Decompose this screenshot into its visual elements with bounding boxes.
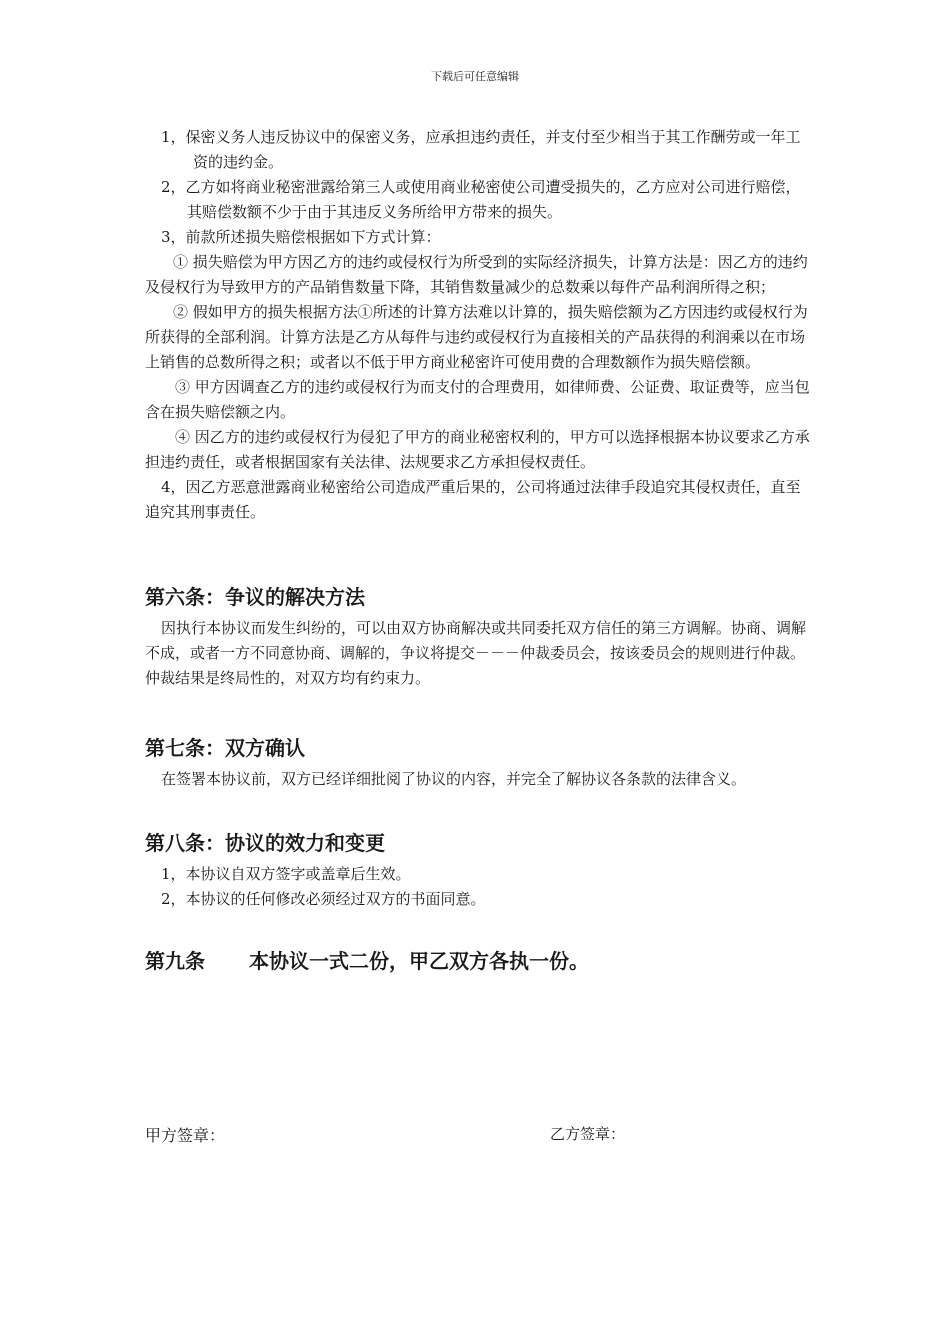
clause-item-1: 1，保密义务人违反协议中的保密义务，应承担违约责任，并支付至少相当于其工作酬劳或一年工资的违约金。 [161,128,801,171]
document-body [145,125,810,976]
section-8-item-2: 2，本协议的任何修改必须经过双方的书面同意。 [161,890,486,908]
signature-row [145,1123,810,1148]
clause-sub-item-3: ③ 甲方因调查乙方的违约或侵权行为而支付的合理费用，如律师费、公证费、取证费等，应当包含在损失赔偿额之内。 [145,378,810,421]
section-6-body: 因执行本协议而发生纠纷的，可以由双方协商解决或共同委托双方信任的第三方调解。协商、调解不成，或者一方不同意协商、调解的，争议将提交－－－仲裁委员会，按该委员会的规则进行仲裁。仲裁结果是终局性的，对双方均有约束力。 [145,619,807,687]
clause-item-2: 2，乙方如将商业秘密泄露给第三人或使用商业秘密使公司遭受损失的，乙方应对公司进行赔偿，其赔偿数额不少于由于其违反义务所给甲方带来的损失。 [161,178,801,221]
section-9-text: 本协议一式二份，甲乙双方各执一份。 [249,949,589,973]
section-9-label: 第九条 [145,949,205,973]
clause-sub-item-4: ④ 因乙方的违约或侵权行为侵犯了甲方的商业秘密权利的，甲方可以选择根据本协议要求乙方承担违约责任，或者根据国家有关法律、法规要求乙方承担侵权责任。 [145,428,810,471]
clause-item-3: 3，前款所述损失赔偿根据如下方式计算： [161,228,441,246]
party-a-signature-label: 甲方签章： [145,1126,226,1145]
clause-item-4: 4，因乙方恶意泄露商业秘密给公司造成严重后果的，公司将通过法律手段追究其侵权责任，直至追究其刑事责任。 [145,478,801,521]
section-8-item-1: 1，本协议自双方签字或盖章后生效。 [161,865,411,883]
section-6-title: 第六条：争议的解决方法 [145,585,365,609]
section-7-title: 第七条：双方确认 [145,736,305,760]
section-9-title [145,946,810,976]
party-b-signature-label: 乙方签章： [550,1125,626,1143]
section-8-title: 第八条：协议的效力和变更 [145,831,385,855]
clause-sub-item-2: ② 假如甲方的损失根据方法①所述的计算方法难以计算的，损失赔偿额为乙方因违约或侵权行为所获得的全部利润。计算方法是乙方从每件与违约或侵权行为直接相关的产品获得的利润乘以在市场上销售的总数所得之积；或者以不低于甲方商业秘密许可使用费的合理数额作为损失赔偿额。 [145,303,808,371]
clause-sub-item-1: ① 损失赔偿为甲方因乙方的违约或侵权行为所受到的实际经济损失，计算方法是：因乙方的违约及侵权行为导致甲方的产品销售数量下降，其销售数量减少的总数乘以每件产品利润所得之积； [145,253,808,296]
section-7-body: 在签署本协议前，双方已经详细批阅了协议的内容，并完全了解协议各条款的法律含义。 [161,770,747,788]
page-header: 下载后可任意编辑 [431,70,519,83]
